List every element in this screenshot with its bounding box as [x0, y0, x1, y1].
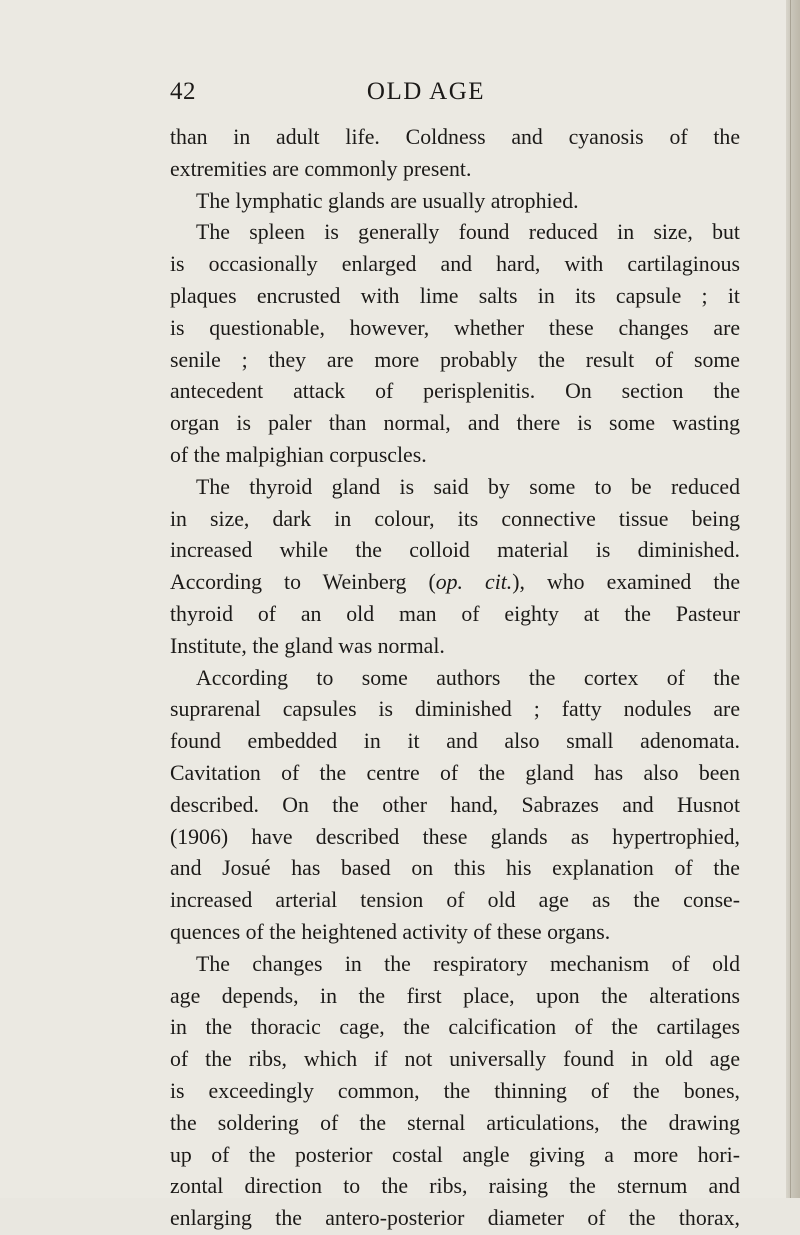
text-line: The thyroid gland is said by some to be reduced — [196, 474, 740, 499]
text-line: According to some authors the cortex of the — [196, 665, 740, 690]
text-line: senile ; they are more probably the result of some — [170, 347, 740, 372]
text-line: organ is paler than normal, and there is some wasting — [170, 411, 740, 436]
text-line: the soldering of the sternal articulations, the drawing — [170, 1110, 740, 1135]
text-line: Cavitation of the centre of the gland has also been — [170, 760, 740, 785]
page-edge-line — [790, 0, 791, 1198]
text-line: zontal direction to the ribs, raising the sternum and — [170, 1174, 740, 1199]
text-line: and Josué has based on this his explanation of the — [170, 856, 740, 881]
text-line: The spleen is generally found reduced in size, but — [196, 220, 740, 245]
text-line: age depends, in the first place, upon the alterations — [170, 983, 740, 1008]
page-header — [170, 78, 682, 112]
text-line: increased arterial tension of old age as the conse- — [170, 888, 740, 913]
page-number: 42 — [170, 78, 196, 105]
text-line: is exceedingly common, the thinning of the bones, — [170, 1078, 740, 1103]
running-title: OLD AGE — [366, 78, 486, 105]
text-line: quences of the heightened activity of these organs. — [170, 919, 611, 944]
text-line: described. On the other hand, Sabrazes and Husnot — [170, 792, 740, 817]
text-line: The lymphatic glands are usually atrophied. — [196, 188, 579, 213]
text-line: up of the posterior costal angle giving a more hori- — [170, 1142, 740, 1167]
text-line: increased while the colloid material is diminished. — [170, 538, 740, 563]
page-edge — [786, 0, 800, 1198]
text-line: (1906) have described these glands as hypertrophied, — [170, 824, 740, 849]
text-line: found embedded in it and also small adenomata. — [170, 729, 740, 754]
text-line: of the ribs, which if not universally found in old age — [170, 1047, 740, 1072]
body-text — [170, 122, 740, 1235]
text-line: is questionable, however, whether these changes are — [170, 315, 740, 340]
text-line: plaques encrusted with lime salts in its capsule ; it — [170, 283, 740, 308]
text-line: is occasionally enlarged and hard, with cartilaginous — [170, 252, 740, 277]
text-line: According to Weinberg (op. cit.), who examined the — [170, 570, 740, 595]
text-line: in the thoracic cage, the calcification of the cartilages — [170, 1015, 740, 1040]
text-line: than in adult life. Coldness and cyanosis of the — [170, 125, 740, 149]
text-line: antecedent attack of perisplenitis. On section the — [170, 379, 740, 404]
text-line: suprarenal capsules is diminished ; fatty nodules are — [170, 697, 740, 722]
text-line: extremities are commonly present. — [170, 156, 472, 181]
text-line: The changes in the respiratory mechanism of old — [196, 951, 740, 976]
text-line: in size, dark in colour, its connective tissue being — [170, 506, 740, 531]
text-line: Institute, the gland was normal. — [170, 633, 445, 658]
text-line: of the malpighian corpuscles. — [170, 442, 427, 467]
text-line: thyroid of an old man of eighty at the Pasteur — [170, 601, 740, 626]
text-line: enlarging the antero-posterior diameter of the thorax, — [170, 1206, 740, 1231]
